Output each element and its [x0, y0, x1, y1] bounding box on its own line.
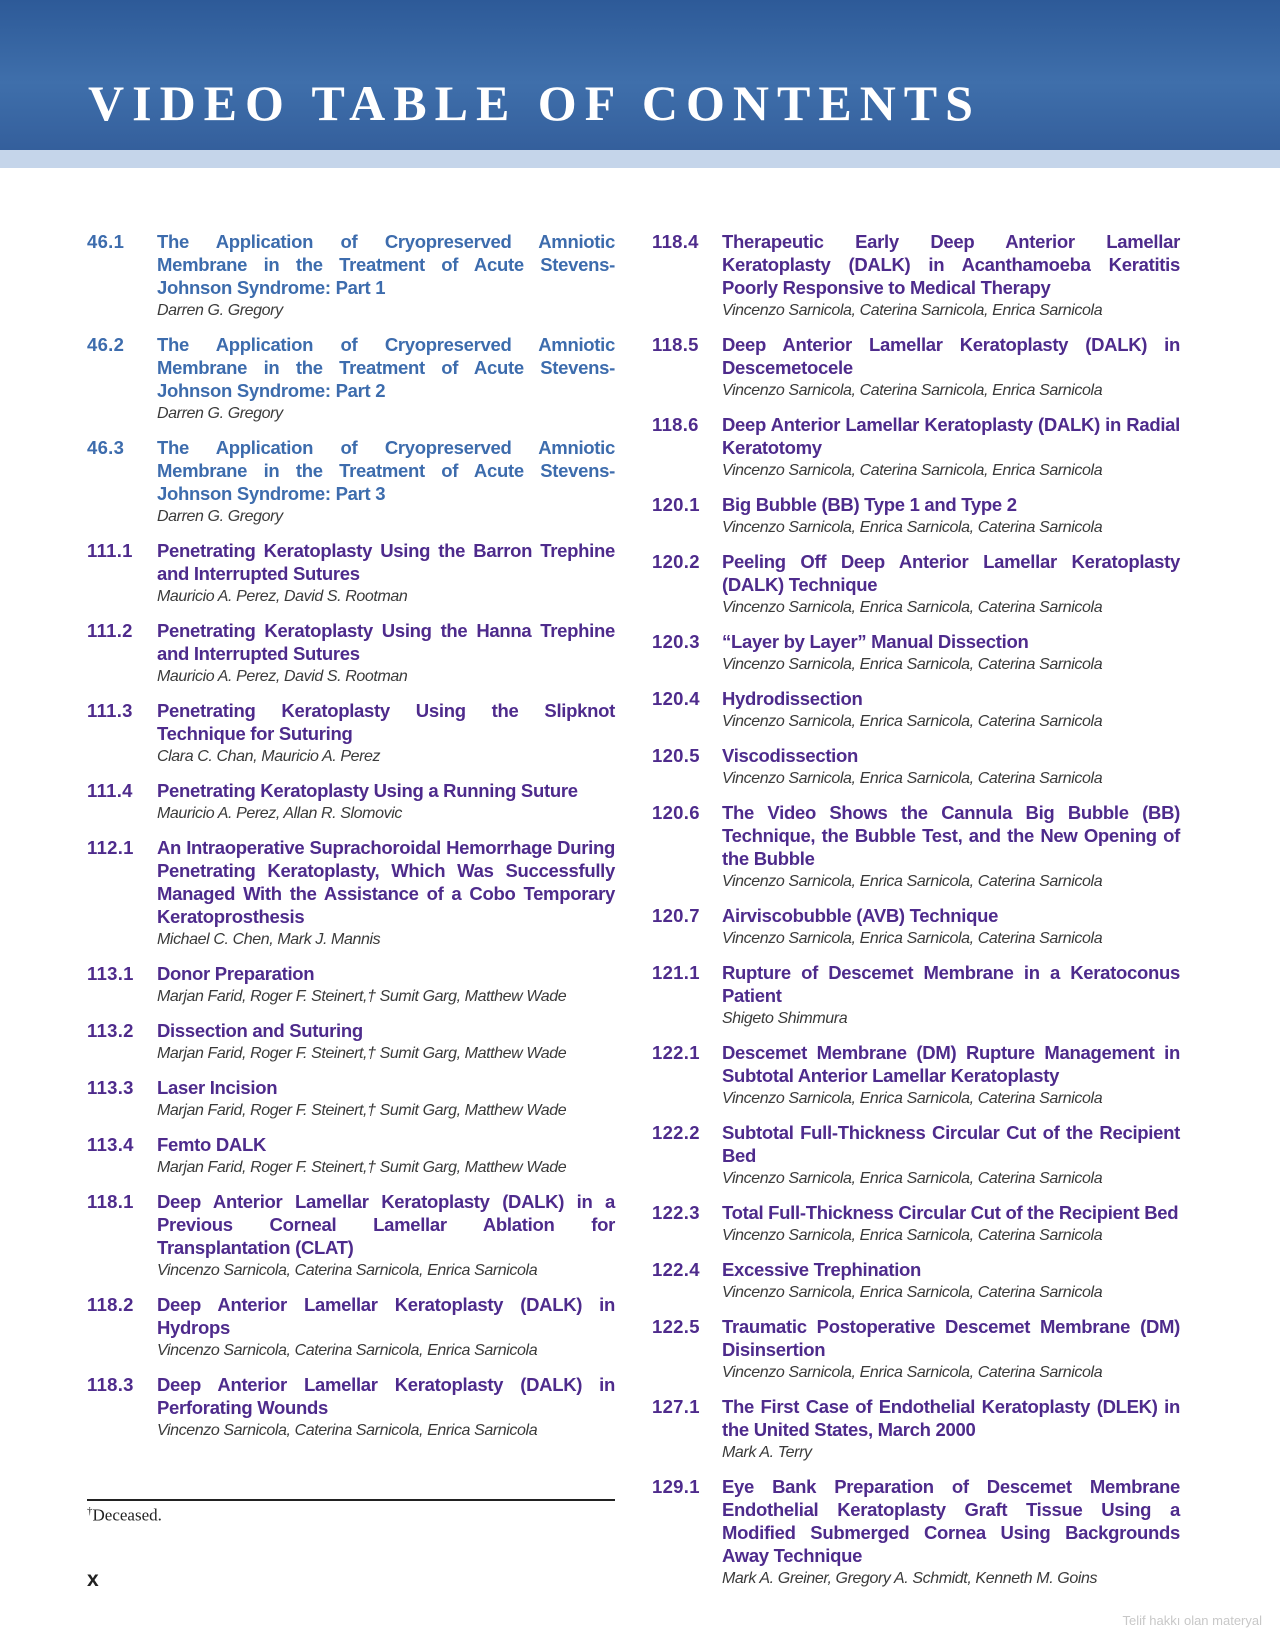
entry-body — [157, 1293, 615, 1362]
toc-entry[interactable] — [652, 1201, 1180, 1247]
entry-body — [157, 539, 615, 608]
entry-body — [157, 1019, 615, 1065]
video-number: 46.1 — [87, 231, 125, 252]
video-authors: Darren G. Gregory — [157, 405, 283, 422]
video-title[interactable]: Big Bubble (BB) Type 1 and Type 2 — [722, 494, 1017, 515]
toc-entry[interactable] — [652, 1475, 1180, 1590]
toc-entry[interactable] — [652, 1395, 1180, 1464]
header-stripe — [0, 150, 1280, 168]
video-title[interactable]: The Video Shows the Cannula Big Bubble (BB) Technique, the Bubble Test, and the New Opening of the Bubble — [722, 802, 1180, 869]
page-title: VIDEO TABLE OF CONTENTS — [88, 75, 981, 131]
video-title[interactable]: Airviscobubble (AVB) Technique — [722, 905, 999, 926]
page-number: x — [87, 1568, 99, 1591]
video-authors: Vincenzo Sarnicola, Enrica Sarnicola, Caterina Sarnicola — [722, 519, 1103, 536]
video-authors: Vincenzo Sarnicola, Caterina Sarnicola, Enrica Sarnicola — [722, 302, 1103, 319]
video-authors: Vincenzo Sarnicola, Enrica Sarnicola, Caterina Sarnicola — [722, 599, 1103, 616]
video-number: 118.3 — [87, 1374, 134, 1395]
entry-body — [157, 836, 615, 951]
entry-body — [157, 1076, 615, 1122]
video-authors: Vincenzo Sarnicola, Caterina Sarnicola, Enrica Sarnicola — [157, 1262, 538, 1279]
video-authors: Vincenzo Sarnicola, Caterina Sarnicola, Enrica Sarnicola — [157, 1422, 538, 1439]
video-number: 112.1 — [87, 837, 134, 858]
video-title[interactable]: The Application of Cryopreserved Amniotic Membrane in the Treatment of Acute Stevens-Johnson Syndrome: Part 2 — [157, 334, 615, 401]
video-number: 118.2 — [87, 1294, 134, 1315]
video-authors: Mark A. Greiner, Gregory A. Schmidt, Kenneth M. Goins — [722, 1570, 1098, 1587]
toc-entry[interactable] — [87, 1373, 615, 1442]
video-authors: Marjan Farid, Roger F. Steinert,† Sumit Garg, Matthew Wade — [157, 1159, 567, 1176]
entry-body — [157, 779, 615, 825]
entry-body — [157, 1373, 615, 1442]
video-title[interactable]: “Layer by Layer” Manual Dissection — [722, 631, 1029, 652]
video-authors: Vincenzo Sarnicola, Enrica Sarnicola, Caterina Sarnicola — [722, 1284, 1103, 1301]
video-authors: Vincenzo Sarnicola, Enrica Sarnicola, Caterina Sarnicola — [722, 873, 1103, 890]
video-number: 127.1 — [652, 1396, 700, 1417]
entry-body — [722, 1201, 1180, 1247]
entry-body — [157, 1133, 615, 1179]
video-title[interactable]: Therapeutic Early Deep Anterior Lamellar Keratoplasty (DALK) in Acanthamoeba Keratitis Poorly Responsive to Medical Therapy — [722, 231, 1180, 298]
video-authors: Marjan Farid, Roger F. Steinert,† Sumit Garg, Matthew Wade — [157, 988, 567, 1005]
video-title[interactable]: Dissection and Suturing — [157, 1020, 363, 1041]
video-title[interactable]: Deep Anterior Lamellar Keratoplasty (DALK) in Descemetocele — [722, 334, 1180, 378]
entry-body — [722, 1041, 1180, 1110]
entry-body — [157, 962, 615, 1008]
entry-body — [157, 619, 615, 688]
entry-body — [722, 904, 1180, 950]
entry-body — [157, 333, 615, 425]
video-authors: Mauricio A. Perez, David S. Rootman — [157, 588, 408, 605]
toc-column-left — [87, 230, 615, 1453]
entry-body — [722, 230, 1180, 322]
entry-body — [157, 436, 615, 528]
video-title[interactable]: An Intraoperative Suprachoroidal Hemorrhage During Penetrating Keratoplasty, Which Was Successfully Managed With the Assistance of a Cobo Temporary Keratoprosthesis — [157, 837, 615, 927]
toc-entry[interactable] — [87, 779, 615, 825]
toc-entry[interactable] — [87, 539, 615, 608]
toc-entry[interactable] — [87, 333, 615, 425]
toc-entry[interactable] — [87, 699, 615, 768]
video-number: 120.1 — [652, 494, 700, 515]
toc-entry[interactable] — [652, 801, 1180, 893]
video-authors: Vincenzo Sarnicola, Enrica Sarnicola, Caterina Sarnicola — [722, 1364, 1103, 1381]
video-number: 113.4 — [87, 1134, 134, 1155]
video-title[interactable]: Deep Anterior Lamellar Keratoplasty (DALK) in Hydrops — [157, 1294, 615, 1338]
video-authors: Vincenzo Sarnicola, Caterina Sarnicola, Enrica Sarnicola — [722, 462, 1103, 479]
toc-entry[interactable] — [87, 962, 615, 1008]
footnote-mark: † — [87, 1505, 93, 1517]
video-authors: Vincenzo Sarnicola, Enrica Sarnicola, Caterina Sarnicola — [722, 656, 1103, 673]
video-title[interactable]: Donor Preparation — [157, 963, 315, 984]
video-number: 121.1 — [652, 962, 700, 983]
video-number: 111.1 — [87, 540, 133, 561]
toc-entry[interactable] — [87, 1019, 615, 1065]
entry-body — [722, 1315, 1180, 1384]
video-number: 113.1 — [87, 963, 134, 984]
video-authors: Vincenzo Sarnicola, Enrica Sarnicola, Caterina Sarnicola — [722, 1227, 1103, 1244]
video-authors: Clara C. Chan, Mauricio A. Perez — [157, 748, 381, 765]
toc-entry[interactable] — [652, 1258, 1180, 1304]
toc-entry[interactable] — [652, 904, 1180, 950]
video-number: 46.2 — [87, 334, 125, 355]
toc-entry[interactable] — [652, 550, 1180, 619]
toc-entry[interactable] — [87, 1076, 615, 1122]
watermark: Telif hakkı olan materyal — [1122, 1613, 1262, 1628]
toc-entry[interactable] — [652, 687, 1180, 733]
entry-body — [157, 1190, 615, 1282]
video-title[interactable]: Femto DALK — [157, 1134, 267, 1155]
footnote-divider — [87, 1499, 615, 1501]
video-title[interactable]: Traumatic Postoperative Descemet Membrane (DM) Disinsertion — [722, 1316, 1180, 1360]
video-number: 129.1 — [652, 1476, 700, 1497]
video-authors: Darren G. Gregory — [157, 302, 283, 319]
video-number: 111.3 — [87, 700, 133, 721]
video-number: 120.4 — [652, 688, 700, 709]
video-number: 120.2 — [652, 551, 700, 572]
video-number: 122.1 — [652, 1042, 700, 1063]
video-title[interactable]: Penetrating Keratoplasty Using the Slipknot Technique for Suturing — [157, 700, 615, 744]
video-title[interactable]: Eye Bank Preparation of Descemet Membrane Endothelial Keratoplasty Graft Tissue Using a Modified Submerged Cornea Using Backgrounds Away Technique — [722, 1476, 1180, 1566]
video-number: 122.3 — [652, 1202, 700, 1223]
entry-body — [722, 801, 1180, 893]
entry-body — [722, 1121, 1180, 1190]
entry-body — [157, 230, 615, 322]
video-authors: Vincenzo Sarnicola, Enrica Sarnicola, Caterina Sarnicola — [722, 713, 1103, 730]
toc-entry[interactable] — [652, 1121, 1180, 1190]
toc-entry[interactable] — [87, 436, 615, 528]
video-number: 122.2 — [652, 1122, 700, 1143]
video-authors: Vincenzo Sarnicola, Enrica Sarnicola, Caterina Sarnicola — [722, 1170, 1103, 1187]
video-title[interactable]: Deep Anterior Lamellar Keratoplasty (DALK) in Radial Keratotomy — [722, 414, 1180, 458]
video-number: 120.3 — [652, 631, 700, 652]
entry-body — [722, 413, 1180, 482]
entry-body — [722, 333, 1180, 402]
toc-entry[interactable] — [652, 413, 1180, 482]
toc-entry[interactable] — [652, 744, 1180, 790]
video-authors: Marjan Farid, Roger F. Steinert,† Sumit Garg, Matthew Wade — [157, 1045, 567, 1062]
video-number: 46.3 — [87, 437, 125, 458]
video-authors: Mark A. Terry — [722, 1444, 812, 1461]
toc-entry[interactable] — [87, 1190, 615, 1282]
toc-column-right — [652, 230, 1180, 1601]
entry-body — [722, 961, 1180, 1030]
video-number: 122.5 — [652, 1316, 700, 1337]
entry-body — [722, 687, 1180, 733]
video-authors: Marjan Farid, Roger F. Steinert,† Sumit Garg, Matthew Wade — [157, 1102, 567, 1119]
toc-entry[interactable] — [652, 630, 1180, 676]
toc-entry[interactable] — [652, 333, 1180, 402]
video-authors: Vincenzo Sarnicola, Enrica Sarnicola, Caterina Sarnicola — [722, 930, 1103, 947]
video-number: 118.4 — [652, 231, 699, 252]
video-title[interactable]: Total Full-Thickness Circular Cut of the Recipient Bed — [722, 1202, 1179, 1223]
toc-entry[interactable] — [87, 1133, 615, 1179]
video-authors: Michael C. Chen, Mark J. Mannis — [157, 931, 381, 948]
video-title[interactable]: Excessive Trephination — [722, 1259, 922, 1280]
video-number: 120.7 — [652, 905, 700, 926]
video-number: 122.4 — [652, 1259, 700, 1280]
video-authors: Vincenzo Sarnicola, Enrica Sarnicola, Caterina Sarnicola — [722, 1090, 1103, 1107]
video-number: 113.3 — [87, 1077, 134, 1098]
toc-entry[interactable] — [652, 230, 1180, 322]
video-number: 118.1 — [87, 1191, 134, 1212]
video-authors: Vincenzo Sarnicola, Enrica Sarnicola, Caterina Sarnicola — [722, 770, 1103, 787]
video-authors: Mauricio A. Perez, David S. Rootman — [157, 668, 408, 685]
entry-body — [722, 630, 1180, 676]
video-title[interactable]: Descemet Membrane (DM) Rupture Management in Subtotal Anterior Lamellar Keratoplasty — [722, 1042, 1180, 1086]
video-number: 111.2 — [87, 620, 133, 641]
header-banner — [0, 0, 1280, 150]
toc-entry[interactable] — [87, 619, 615, 688]
video-title[interactable]: Viscodissection — [722, 745, 859, 766]
toc-entry[interactable] — [652, 961, 1180, 1030]
toc-entry[interactable] — [87, 230, 615, 322]
video-title[interactable]: Peeling Off Deep Anterior Lamellar Keratoplasty (DALK) Technique — [722, 551, 1180, 595]
video-title[interactable]: Penetrating Keratoplasty Using the Hanna Trephine and Interrupted Sutures — [157, 620, 615, 664]
entry-body — [722, 1395, 1180, 1464]
video-number: 120.5 — [652, 745, 700, 766]
video-number: 111.4 — [87, 780, 133, 801]
footnote-text: Deceased. — [92, 1505, 162, 1525]
video-authors: Vincenzo Sarnicola, Caterina Sarnicola, Enrica Sarnicola — [722, 382, 1103, 399]
video-title[interactable]: Rupture of Descemet Membrane in a Keratoconus Patient — [722, 962, 1180, 1006]
video-number: 118.6 — [652, 414, 699, 435]
entry-body — [722, 493, 1180, 539]
entry-body — [157, 699, 615, 768]
video-title[interactable]: Deep Anterior Lamellar Keratoplasty (DALK) in Perforating Wounds — [157, 1374, 615, 1418]
entry-body — [722, 550, 1180, 619]
entry-body — [722, 1258, 1180, 1304]
video-title[interactable]: The Application of Cryopreserved Amniotic Membrane in the Treatment of Acute Stevens-Johnson Syndrome: Part 1 — [157, 231, 615, 298]
entry-body — [722, 1475, 1180, 1590]
video-number: 118.5 — [652, 334, 699, 355]
toc-entry[interactable] — [652, 493, 1180, 539]
entry-body — [722, 744, 1180, 790]
video-title[interactable]: Laser Incision — [157, 1077, 278, 1098]
toc-entry[interactable] — [87, 1293, 615, 1362]
toc-entry[interactable] — [87, 836, 615, 951]
toc-entry[interactable] — [652, 1315, 1180, 1384]
video-number: 113.2 — [87, 1020, 134, 1041]
video-number: 120.6 — [652, 802, 700, 823]
video-title[interactable]: Penetrating Keratoplasty Using a Running Suture — [157, 780, 578, 801]
video-authors: Shigeto Shimmura — [722, 1010, 848, 1027]
video-title[interactable]: Hydrodissection — [722, 688, 863, 709]
footnote — [87, 1505, 162, 1526]
video-authors: Mauricio A. Perez, Allan R. Slomovic — [157, 805, 402, 822]
video-title[interactable]: Deep Anterior Lamellar Keratoplasty (DALK) in a Previous Corneal Lamellar Ablation for Transplantation (CLAT) — [157, 1191, 615, 1258]
video-authors: Darren G. Gregory — [157, 508, 283, 525]
video-title[interactable]: Subtotal Full-Thickness Circular Cut of the Recipient Bed — [722, 1122, 1180, 1166]
toc-entry[interactable] — [652, 1041, 1180, 1110]
video-title[interactable]: The First Case of Endothelial Keratoplasty (DLEK) in the United States, March 2000 — [722, 1396, 1180, 1440]
video-authors: Vincenzo Sarnicola, Caterina Sarnicola, Enrica Sarnicola — [157, 1342, 538, 1359]
video-title[interactable]: Penetrating Keratoplasty Using the Barron Trephine and Interrupted Sutures — [157, 540, 615, 584]
video-title[interactable]: The Application of Cryopreserved Amniotic Membrane in the Treatment of Acute Stevens-Johnson Syndrome: Part 3 — [157, 437, 615, 504]
